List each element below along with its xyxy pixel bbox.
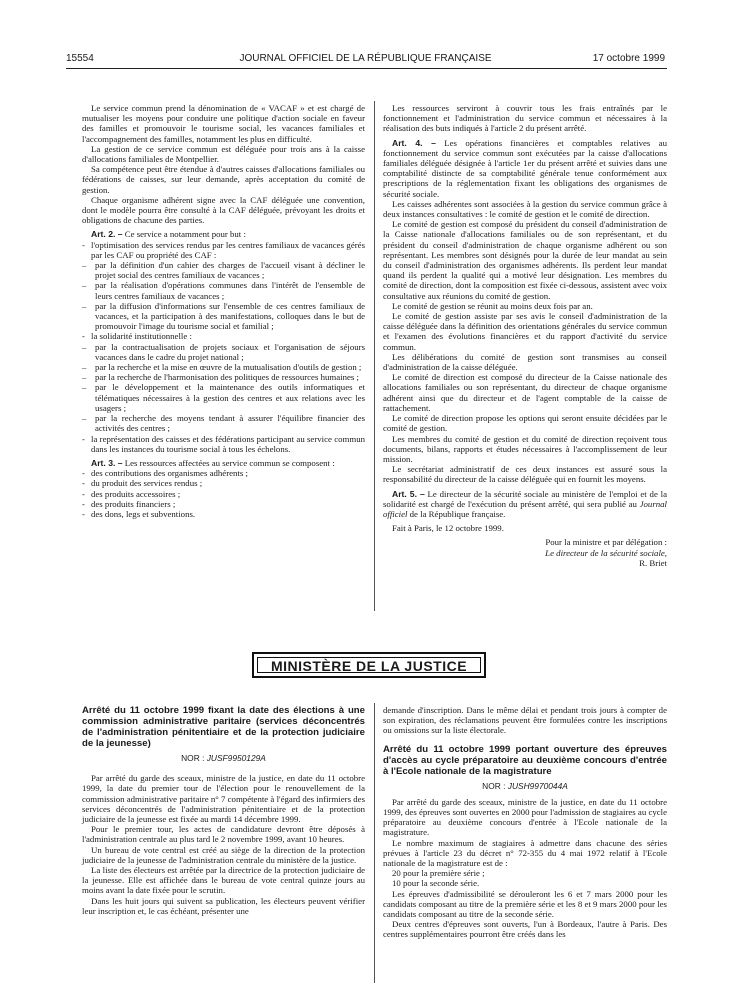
article-5: [383, 489, 667, 520]
list-item: - l'optimisation des services rendus par les centres familiaux de vacances gérés par les CAF ou propriété des CAF :: [82, 240, 365, 260]
list-subitem: – par la réalisation d'opérations communes dans l'intérêt de l'ensemble de leurs centres familiaux de vacances ;: [82, 280, 365, 300]
paragraph: La liste des électeurs est arrêtée par la directrice de la protection judiciaire de la jeunesse. Elle est affichée dans le bureau de vote central quinze jours au moins avant la date fixée pour le scrutin.: [82, 865, 365, 896]
ministry-banner: [252, 652, 486, 678]
list-item: - des produits accessoires ;: [82, 489, 365, 499]
column-divider: [374, 101, 375, 611]
paragraph: Les ressources serviront à couvrir tous les frais entraînés par le fonctionnement et l'administration du service commun et nécessaires à la réalisation des buts indiqués à l'article 2 du présent arrêté.: [383, 103, 667, 134]
article-2: [82, 229, 365, 239]
list-item: 10 pour la seconde série.: [392, 878, 480, 889]
paragraph: Le nombre maximum de stagiaires à admettre dans chacune des séries prévues à l'article 23 du décret n° 72-355 du 4 mai 1972 relatif à l'Ecole nationale de la magistrature est de :: [383, 837, 667, 869]
article-text: Le directeur de la sécurité sociale au ministère de l'emploi et de la solidarité est chargé de l'exécution du présent arrêté, qui sera publié au: [383, 488, 667, 509]
paragraph: Par arrêté du garde des sceaux, ministre de la justice, en date du 11 octobre 1999, des épreuves sont ouvertes en 2000 pour l'admission de stagiaires au cycle préparatoire au deuxième concours d'entrée à l'Ecole nationale de la magistrature.: [383, 796, 667, 838]
signature-title: [383, 548, 667, 558]
paragraph: Le comité de direction propose les options qui seront ensuite décidées par le comité de gestion.: [383, 413, 667, 434]
paragraph: Le comité de gestion est composé du président du conseil d'administration de la Caisse nationale d'allocations familiales ou de son représentant, et du président du conseil d'administration de chaque organisme adhérent ou son représentant. Les membres sont désignés pour la durée de leur mandat au sein du conseil d'administration des organismes adhérents. Ils perdent leur mandat quand ils perdent la qualité qui a motivé leur désignation. Les membres du comité de direction, dont la composition est fixée ci-dessous, assistent avec voix consultative aux réunions du comité de gestion.: [383, 219, 667, 301]
signature-line: Pour la ministre et par délégation :: [545, 537, 667, 548]
nor-label: NOR :: [482, 780, 508, 791]
list-subitem: – par la recherche des moyens tendant à assurer l'équilibre financier des activités des centres ;: [82, 413, 365, 433]
column-2: [383, 103, 667, 568]
paragraph: Les épreuves d'admissibilité se dérouleront les 6 et 7 mars 2000 pour les candidats composant au titre de la première série et les 8 et 9 mars 2000 pour les candidats composant au titre de la seconde série.: [383, 888, 667, 920]
article-text: Ce service a notamment pour but :: [122, 229, 246, 240]
paragraph: Pour le premier tour, les actes de candidature devront être déposés à l'administration centrale au plus tard le 2 novembre 1999, avant 10 heures.: [82, 824, 365, 845]
column-1: [82, 103, 365, 519]
nor-value: JUSF9950129A: [206, 753, 266, 763]
paragraph: La gestion de ce service commun est déléguée pour trois ans à la caisse d'allocations familiales de Montpellier.: [82, 143, 365, 165]
column-divider: [374, 703, 375, 983]
paragraph: Le secrétariat administratif de ces deux instances est assuré sous la responsabilité du directeur de la caisse déléguée qui en fournit les moyens.: [383, 464, 667, 485]
paragraph: Un bureau de vote central est créé au siège de la direction de la protection judiciaire de la jeunesse de l'administration centrale du ministère de la justice.: [82, 844, 365, 865]
article-text: de la République française.: [407, 508, 506, 519]
column-3: [82, 705, 365, 916]
publication-date: 17 octobre 1999: [592, 53, 665, 64]
nor-value: JUSH9970044A: [507, 780, 568, 791]
list-item: - la représentation des caisses et des fédérations participant au service commun dans les instances du tourisme social à tous les échelons.: [82, 434, 365, 454]
article-3: [82, 458, 365, 468]
article-label: Art. 2. –: [91, 229, 123, 240]
signature-name: R. Briet: [639, 557, 667, 568]
list-item: - des contributions des organismes adhérents ;: [82, 468, 365, 478]
journal-reference: Journal officiel: [383, 498, 667, 519]
signature-role: Le directeur de la sécurité sociale,: [545, 547, 667, 558]
paragraph: Le comité de gestion se réunit au moins deux fois par an.: [392, 300, 593, 311]
paragraph: Les membres du comité de gestion et du comité de direction reçoivent tous documents, bilans, rapports et études nécessaires à l'accomplissement de leur mission.: [383, 433, 667, 464]
list-subitem: – par la définition d'un cahier des charges de l'accueil visant à décliner le projet social des centres familiaux de vacances ;: [82, 260, 365, 280]
list-subitem: – par le développement et la maintenance des outils informatiques et télématiques nécessaires à la gestion des centres et aux relations avec les usagers ;: [82, 382, 365, 413]
paragraph: demande d'inscription. Dans le même délai et pendant trois jours à compter de son expiration, des réclamations peuvent être formulées contre les inscriptions ou omissions sur la liste électorale.: [383, 705, 667, 736]
list-subitem: – par la diffusion d'informations sur l'ensemble de ces centres familiaux de vacances, et la participation à des manifestations, colloques dans le but de promouvoir l'image du tourisme social et familial ;: [82, 301, 365, 332]
paragraph: Chaque organisme adhérent signe avec la CAF déléguée une convention, dont le modèle pourra être consulté à la CAF déléguée, prévoyant les droits et obligations de chacune des parties.: [82, 194, 365, 226]
article-text: Les ressources affectées au service commun se composent :: [122, 457, 335, 468]
list-item: - des produits financiers ;: [82, 499, 365, 509]
article-label: Art. 5. –: [392, 488, 425, 499]
list-item: - du produit des services rendus ;: [82, 478, 365, 488]
list-item: - des dons, legs et subventions.: [82, 509, 365, 519]
article-label: Art. 4. –: [392, 137, 436, 148]
column-4: [383, 705, 667, 940]
journal-title: JOURNAL OFFICIEL DE LA RÉPUBLIQUE FRANÇAISE: [239, 53, 492, 64]
decree-title: Arrêté du 11 octobre 1999 portant ouverture des épreuves d'accès au cycle préparatoire au deuxième concours d'entrée à l'Ecole nationale de la magistrature: [383, 743, 667, 777]
list-subitem: – par la contractualisation de projets sociaux et l'organisation de séjours vacances dans le cadre du projet national ;: [82, 342, 365, 362]
article-label: Art. 3. –: [91, 457, 123, 468]
paragraph: Les délibérations du comité de gestion sont transmises au conseil d'administration de la caisse déléguée.: [383, 351, 667, 373]
ministry-title: MINISTÈRE DE LA JUSTICE: [257, 657, 481, 673]
page-number: 15554: [66, 53, 94, 64]
list-item: - la solidarité institutionnelle :: [82, 331, 365, 341]
nor-reference: [82, 753, 365, 763]
paragraph: Le service commun prend la dénomination de « VACAF » et est chargé de mutualiser les moyens pour conduire une politique d'action sociale en faveur des familles et promouvoir le tourisme social, les vacances familiales et l'accompagnement des familles, notamment les plus en difficulté.: [82, 103, 365, 144]
decree-title: Arrêté du 11 octobre 1999 fixant la date des élections à une commission administrative paritaire (services déconcentrés de l'administration pénitentiaire et de la protection judiciaire de la jeunesse): [82, 705, 365, 749]
list-subitem: – par la recherche et la mise en œuvre de la mutualisation d'outils de gestion ;: [82, 362, 365, 372]
paragraph: Sa compétence peut être étendue à d'autres caisses d'allocations familiales ou fédérations de caisses, sur leur demande, après acceptation du comité de gestion.: [82, 164, 365, 195]
nor-reference: [383, 781, 667, 791]
header-rule: [66, 68, 667, 69]
paragraph: Par arrêté du garde des sceaux, ministre de la justice, en date du 11 octobre 1999, la date du premier tour de l'élection pour le renouvellement de la commission administrative paritaire n° 7 compétente à l'égard des infirmiers des services déconcentrés de l'administration pénitentiaire et de la protection judiciaire de la jeunesse est fixée au mardi 14 décembre 1999.: [82, 773, 365, 825]
paragraph: Deux centres d'épreuves sont ouverts, l'un à Bordeaux, l'autre à Paris. Des centres supplémentaires pourront être créés dans les: [383, 919, 667, 940]
paragraph: Les caisses adhérentes sont associées à la gestion du service commun grâce à deux instances consultatives : le comité de gestion et le comité de direction.: [383, 198, 667, 220]
list-subitem: – par la recherche de l'harmonisation des politiques de ressources humaines ;: [82, 372, 365, 382]
paragraph: Dans les huit jours qui suivent sa publication, les électeurs peuvent vérifier leur inscription et, le cas échéant, présenter une: [82, 895, 365, 916]
paragraph: Le comité de direction est composé du directeur de la Caisse nationale des allocations familiales ou son représentant, du directeur de chaque organisme adhérent ainsi que du directeur et de l'agent comptable de la caisse de rattachement.: [383, 372, 667, 413]
paragraph: Le comité de gestion assiste par ses avis le conseil d'administration de la caisse déléguée dans la définition des orientations générales du service commun et l'examen des évolutions financières et du rapport d'activité du service commun.: [383, 311, 667, 352]
list-item: 20 pour la première série ;: [392, 868, 485, 879]
nor-label: NOR :: [181, 753, 207, 763]
page-header: [0, 52, 731, 68]
article-4: [383, 138, 667, 199]
article-text: Les opérations financières et comptables relatives au fonctionnement du service commun sont exécutées par la caisse d'allocations familiales déléguée désignée à l'article 1er du présent arrêté et suivies dans une comptabilité distincte de sa comptabilité générale tenue conformément aux prescriptions de la réglementation fixant les obligations des organismes de sécurité sociale.: [383, 137, 667, 199]
done-at: Fait à Paris, le 12 octobre 1999.: [392, 523, 504, 534]
